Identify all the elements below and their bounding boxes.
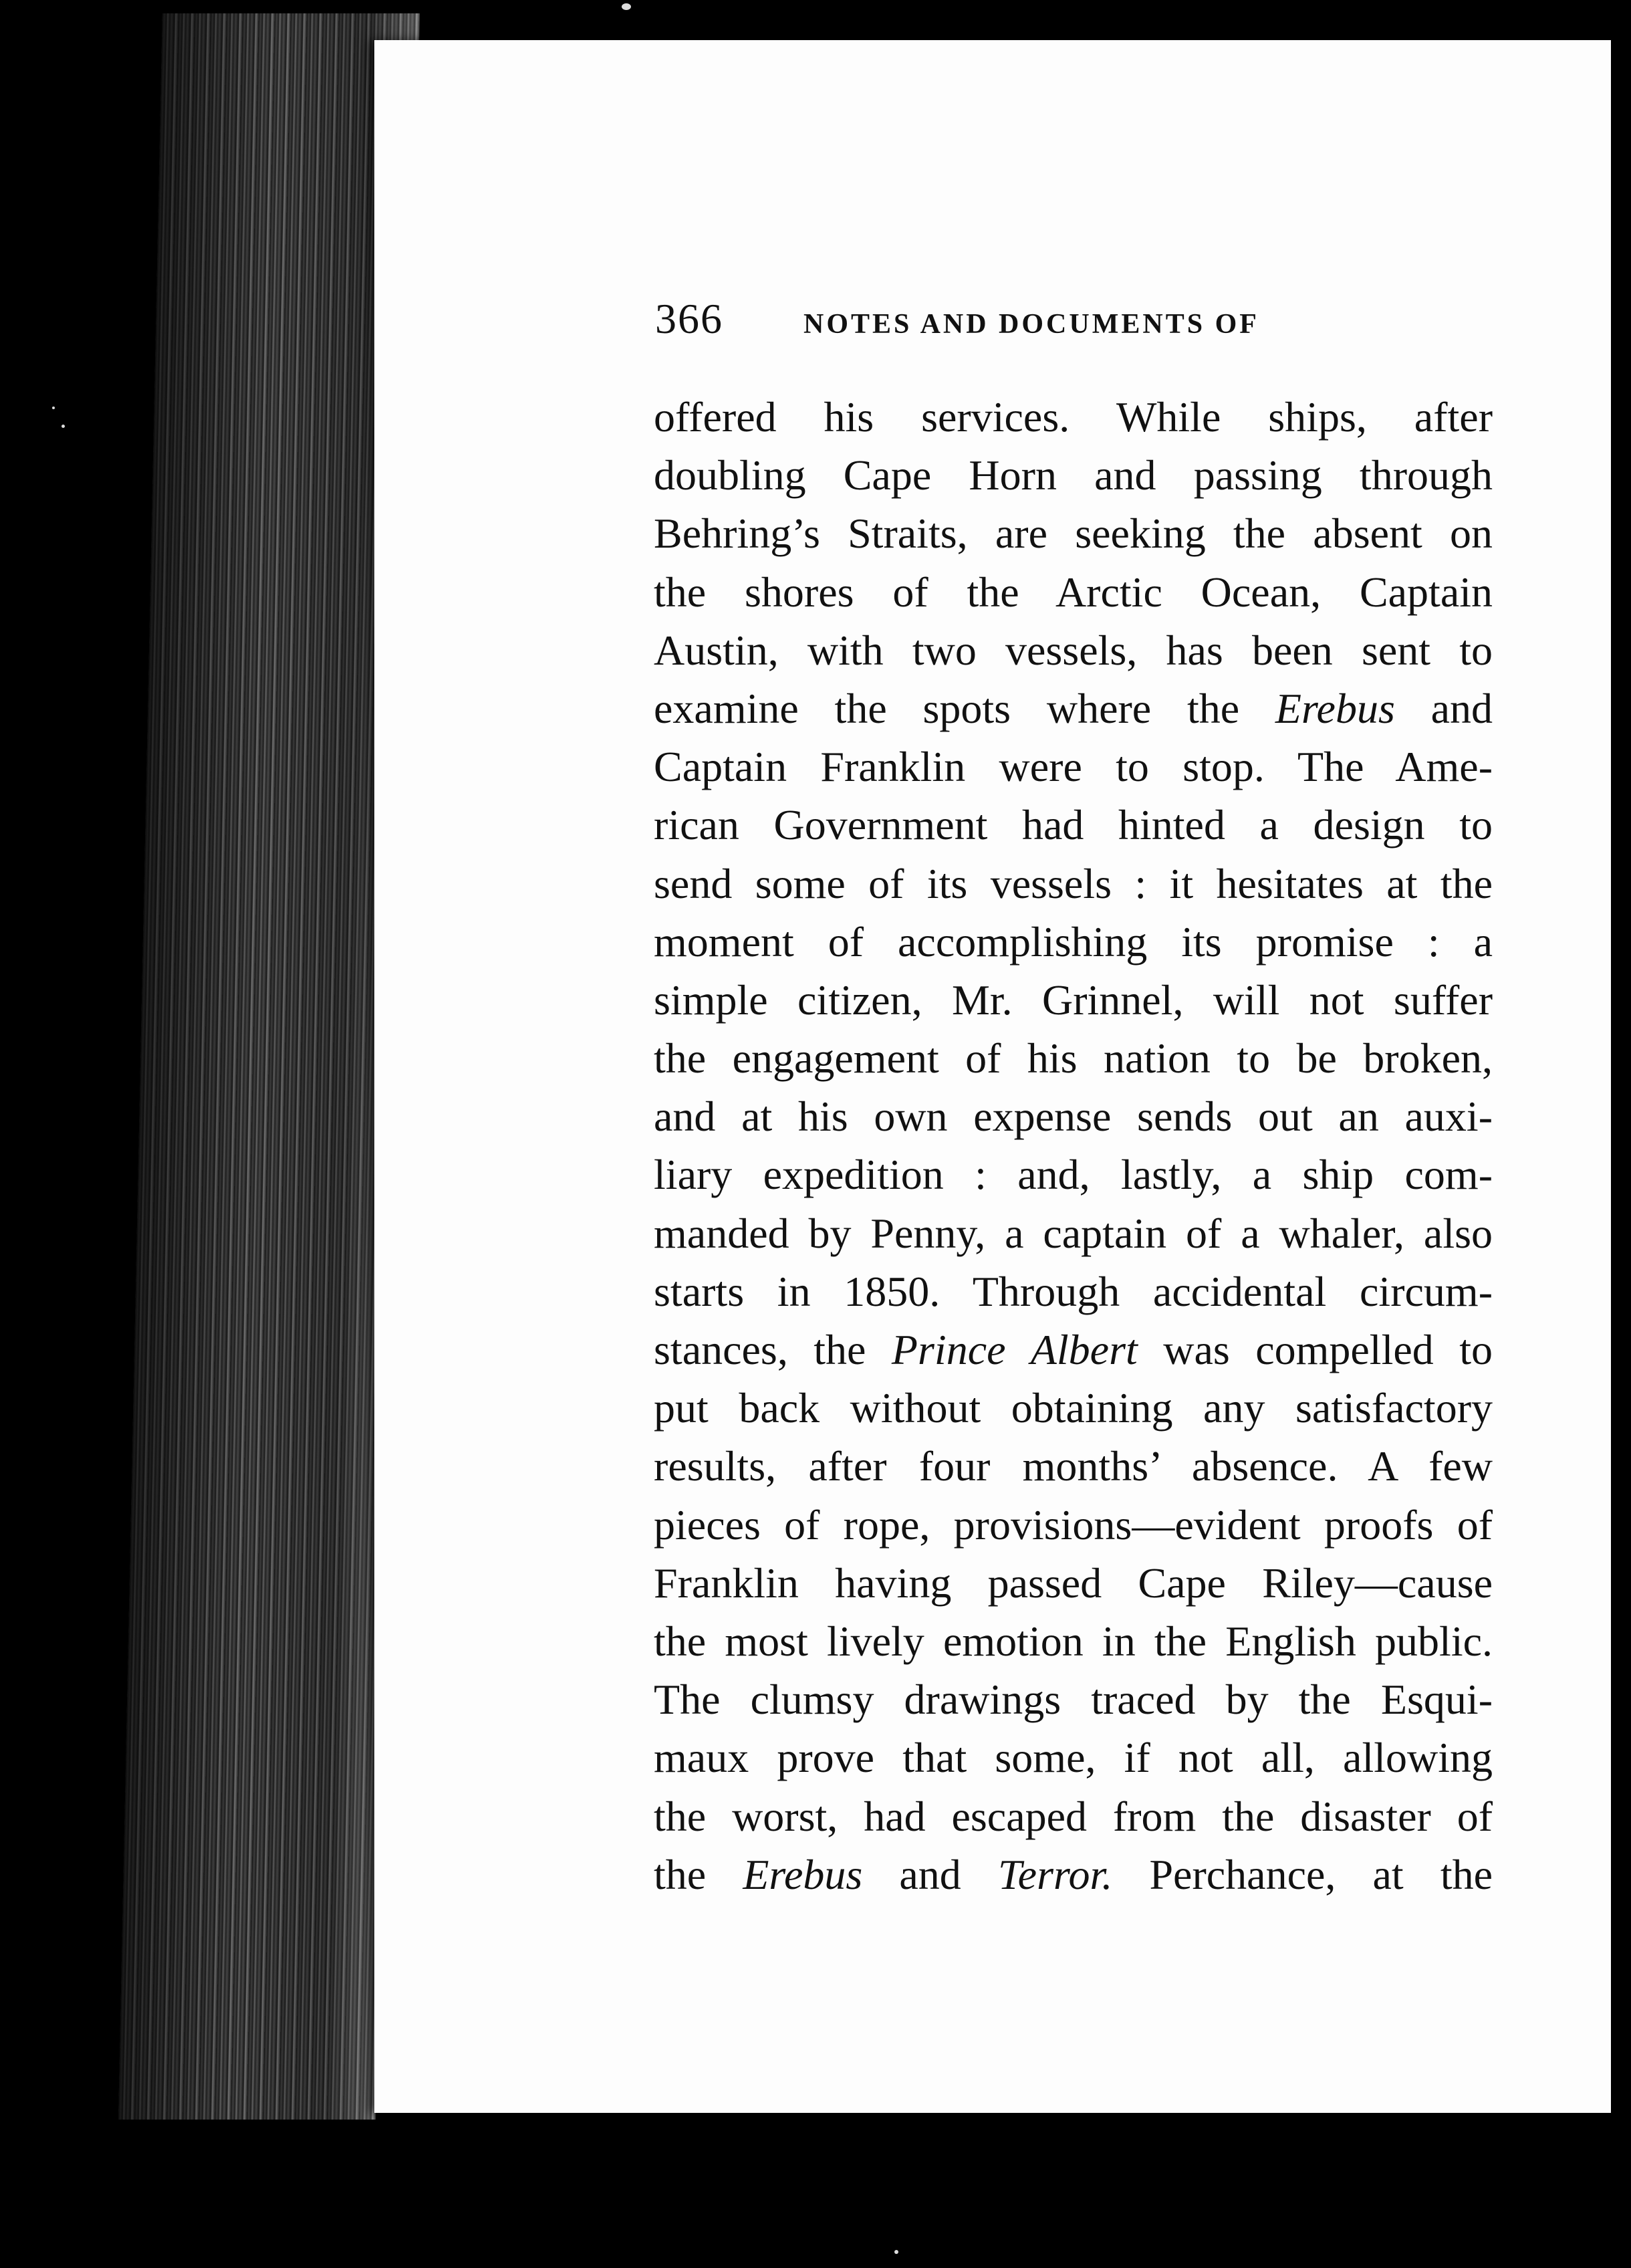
text-line (654, 504, 1493, 562)
text-span: pieces of rope, provisions—evident proofs of (654, 1500, 1493, 1549)
running-head (655, 294, 1524, 374)
italic-text: Terror. (997, 1850, 1113, 1898)
text-span: starts in 1850. Through accidental circum- (654, 1267, 1493, 1315)
text-span: results, after four months’ absence. A few (654, 1442, 1493, 1490)
text-line (654, 796, 1493, 854)
text-line (654, 1845, 1493, 1904)
text-span: Perchance, at the (1112, 1850, 1493, 1898)
text-line (654, 1612, 1493, 1670)
text-line (654, 1204, 1493, 1262)
text-line (654, 913, 1493, 971)
text-span: rican Government had hinted a design to (654, 801, 1493, 849)
text-span: liary expedition : and, lastly, a ship com- (654, 1151, 1493, 1199)
text-line (654, 388, 1493, 446)
text-line (654, 1554, 1493, 1612)
italic-text: Prince Albert (891, 1326, 1138, 1373)
body-text (654, 388, 1493, 1904)
text-span: the engagement of his nation to be broken, (654, 1034, 1493, 1083)
text-line (654, 738, 1493, 796)
text-line (654, 1029, 1493, 1087)
text-span: the worst, had escaped from the disaster of (654, 1792, 1493, 1840)
text-span: examine the spots where the (654, 684, 1275, 732)
text-span: manded by Penny, a captain of a whaler, also (654, 1209, 1493, 1257)
text-span: Austin, with two vessels, has been sent to (654, 626, 1493, 674)
text-line (654, 446, 1493, 504)
text-span: and at his own expense sends out an auxi- (654, 1093, 1493, 1141)
text-line (654, 1087, 1493, 1145)
text-span: the (654, 1850, 743, 1898)
text-span: was compelled to (1137, 1326, 1493, 1373)
text-line (654, 1670, 1493, 1728)
running-title: NOTES AND DOCUMENTS OF (803, 309, 1259, 340)
text-span: send some of its vessels : it hesitates at the (654, 859, 1493, 907)
text-line (654, 1728, 1493, 1787)
text-line (654, 1437, 1493, 1495)
text-span: moment of accomplishing its promise : a (654, 917, 1493, 966)
text-span: and (1394, 684, 1493, 732)
text-span: put back without obtaining any satisfactory (654, 1384, 1493, 1432)
text-span: offered his services. While ships, after (654, 393, 1493, 441)
text-line (654, 971, 1493, 1029)
text-span: Captain Franklin were to stop. The Ame- (654, 743, 1493, 791)
text-line (654, 563, 1493, 621)
text-span: Franklin having passed Cape Riley—cause (654, 1559, 1493, 1607)
text-span: the most lively emotion in the English public. (654, 1617, 1493, 1665)
text-line (654, 1787, 1493, 1845)
text-span: stances, the (654, 1326, 892, 1373)
book-page (374, 40, 1611, 2113)
text-span: doubling Cape Horn and passing through (654, 451, 1493, 499)
text-span: maux prove that some, if not all, allowing (654, 1734, 1493, 1782)
text-line (654, 1496, 1493, 1554)
text-line (654, 855, 1493, 913)
text-span: simple citizen, Mr. Grinnel, will not suffer (654, 976, 1493, 1024)
italic-text: Erebus (743, 1850, 863, 1898)
text-line (654, 679, 1493, 738)
text-span: and (862, 1850, 998, 1898)
text-span: The clumsy drawings traced by the Esqui- (654, 1676, 1493, 1724)
italic-text: Erebus (1275, 684, 1395, 732)
text-span: the shores of the Arctic Ocean, Captain (654, 568, 1493, 616)
text-line (654, 1262, 1493, 1321)
text-line (654, 1145, 1493, 1204)
text-line (654, 1321, 1493, 1379)
page-number: 366 (655, 295, 723, 342)
text-line (654, 621, 1493, 679)
text-span: Behring’s Straits, are seeking the absent on (654, 509, 1493, 558)
text-line (654, 1379, 1493, 1437)
